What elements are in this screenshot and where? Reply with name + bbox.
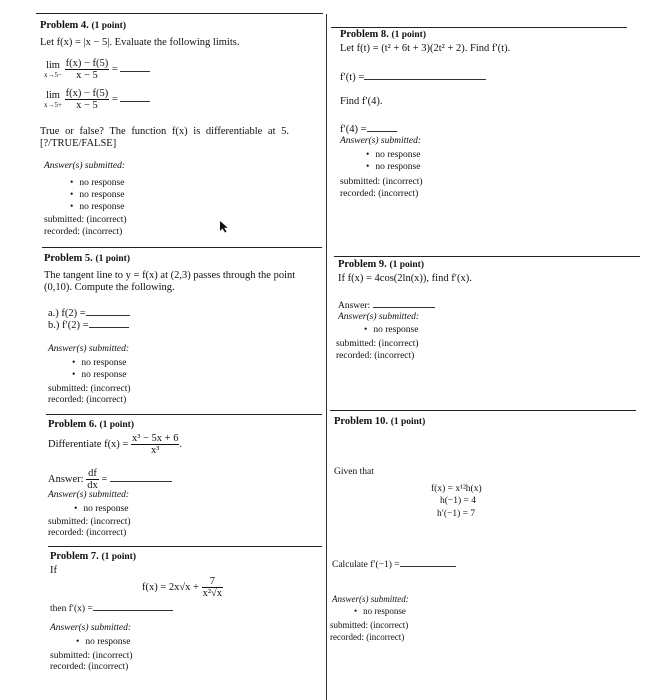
p7-function: f(x) = 2x√x + $\frac{7}{\text{x²√x}}$ [142, 576, 223, 599]
p9-intro: If f(x) = 4cos(2ln(x)), find f′(x). [338, 273, 472, 284]
p9-bottom-rule [330, 410, 636, 411]
p5-answers-label: Answer(s) submitted: [48, 344, 130, 354]
p9-recorded: recorded: (incorrect) [336, 351, 415, 361]
p9-answer: Answer: [338, 298, 435, 311]
p5-part-a: a.) f(2) = [48, 306, 130, 319]
p6-submitted: submitted: (incorrect) [48, 517, 131, 527]
p7-then: then f′(x) = [50, 601, 173, 614]
p8-fprime4: f′(4) = [340, 122, 397, 135]
mouse-cursor-icon [219, 220, 229, 233]
problem-5-title: Problem 5. (1 point) [44, 253, 131, 264]
p4-response-3: • no response [70, 202, 124, 212]
p5-line-2: (0,10). Compute the following. [44, 282, 175, 293]
problem-8-title: Problem 8. (1 point) [340, 29, 427, 40]
p9-submitted: submitted: (incorrect) [336, 339, 419, 349]
p5-part-b: b.) f′(2) = [48, 318, 129, 331]
p10-answer-input[interactable] [400, 557, 456, 567]
p4-answers-label: Answer(s) submitted: [44, 161, 126, 171]
p6-bottom-rule [48, 546, 322, 547]
p8-answers-label: Answer(s) submitted: [340, 136, 422, 146]
problem-10-title: Problem 10. (1 point) [334, 416, 426, 427]
p9-response-1: • no response [364, 325, 418, 335]
p9-answer-input[interactable] [373, 298, 435, 308]
p10-given-3: h′(−1) = 7 [437, 509, 476, 519]
p8-find4: Find f′(4). [340, 96, 383, 107]
p7-answers-label: Answer(s) submitted: [50, 623, 132, 633]
p6-answers-label: Answer(s) submitted: [48, 490, 130, 500]
p7-answer-input[interactable] [93, 601, 173, 611]
problem-7-title: Problem 7. (1 point) [50, 551, 137, 562]
p10-submitted: submitted: (incorrect) [330, 620, 409, 630]
p7-if: If [50, 565, 57, 576]
limit-right-answer[interactable] [120, 92, 150, 102]
p5-bottom-rule [46, 414, 322, 415]
problem-4-intro: Let f(x) = |x − 5|. Evaluate the following limits. [40, 37, 240, 48]
p10-given-2: h(−1) = 4 [440, 496, 477, 506]
p7-response-1: • no response [76, 637, 130, 647]
p5-response-1: • no response [72, 358, 126, 368]
p7-submitted: submitted: (incorrect) [50, 651, 133, 661]
p8-fprime-input[interactable] [364, 70, 486, 80]
limit-left: lim x→5− $\frac{f(x) - f(5)}{x - 5}$ = [44, 58, 150, 81]
limit-left-answer[interactable] [120, 62, 150, 72]
p4-bottom-rule [42, 247, 322, 248]
p8-recorded: recorded: (incorrect) [340, 189, 419, 199]
p6-differentiate: Differentiate f(x) = $\frac{\text{x³ − 5x + 6}}{\text{x³}}$ . [48, 433, 183, 456]
p8-response-1: • no response [366, 150, 420, 160]
tf-question: True or false? The function f(x) is differentiable at 5. [40, 126, 289, 137]
p10-calc: Calculate f′(−1) = [332, 557, 456, 570]
p8-intro: Let f(t) = (t² + 6t + 3)(2t² + 2). Find f′(t). [340, 43, 511, 54]
p5-submitted: submitted: (incorrect) [48, 384, 131, 394]
p5-a-answer[interactable] [86, 306, 130, 316]
problem-4-title: Problem 4. (1 point) [40, 20, 127, 31]
column-divider [326, 14, 327, 700]
tf-options[interactable]: [?/TRUE/FALSE] [40, 138, 117, 149]
p9-answers-label: Answer(s) submitted: [338, 312, 420, 322]
p8-fprime4-input[interactable] [367, 122, 397, 132]
p4-recorded: recorded: (incorrect) [44, 227, 123, 237]
p8-response-2: • no response [366, 162, 420, 172]
p6-response-1: • no response [74, 504, 128, 514]
p4-submitted: submitted: (incorrect) [44, 215, 127, 225]
p10-response-1: • no response [354, 606, 406, 616]
limit-right: lim x→5+ $\frac{f(x) - f(5)}{x - 5}$ = [44, 88, 150, 111]
p4-response-2: • no response [70, 190, 124, 200]
p10-given: Given that [334, 467, 374, 477]
p7-recorded: recorded: (incorrect) [50, 662, 129, 672]
problem-9-title: Problem 9. (1 point) [338, 259, 425, 270]
top-rule-left [36, 13, 323, 14]
p4-response-1: • no response [70, 178, 124, 188]
p5-response-2: • no response [72, 370, 126, 380]
top-rule-right [331, 27, 627, 28]
problem-6-title: Problem 6. (1 point) [48, 419, 135, 430]
p6-recorded: recorded: (incorrect) [48, 528, 127, 538]
p5-b-answer[interactable] [89, 318, 129, 328]
p8-fprime: f′(t) = [340, 70, 486, 83]
p5-line-1: The tangent line to y = f(x) at (2,3) passes through the point [44, 270, 296, 281]
p10-given-1: f(x) = x¹²h(x) [431, 484, 482, 494]
p6-answer: Answer: $\frac{df}{dx}$ = [48, 468, 172, 491]
p8-bottom-rule [334, 256, 640, 257]
p10-recorded: recorded: (incorrect) [330, 632, 405, 642]
p8-submitted: submitted: (incorrect) [340, 177, 423, 187]
p6-answer-input[interactable] [110, 472, 172, 482]
p10-answers-label: Answer(s) submitted: [332, 594, 409, 604]
p5-recorded: recorded: (incorrect) [48, 395, 127, 405]
